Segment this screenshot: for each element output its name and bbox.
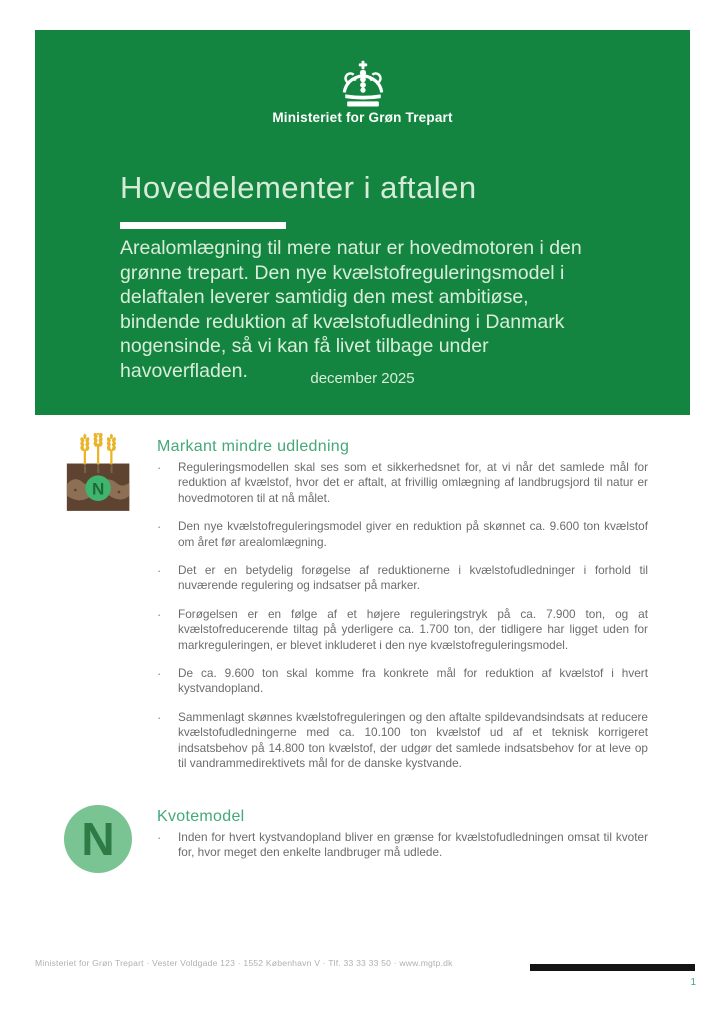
list-item [157, 460, 648, 506]
bullet-text: De ca. 9.600 ton skal komme fra konkrete mål for reduktion af kvælstof i hvert kystvandopland. [178, 666, 648, 696]
bullet-marker: · [157, 709, 162, 725]
title-underline [120, 222, 286, 229]
list-item [157, 519, 648, 550]
bullet-text: Forøgelsen er en følge af et højere reguleringstryk på ca. 7.900 ton, og at kvælstofreducerende tiltag på yderligere ca. 1.700 ton, der tidligere har ligget uden for markreguleringen, er blevet inkluderet i den nye kvælstofreguleringsmodel. [178, 606, 648, 652]
page-title: Hovedelementer i aftalen [120, 170, 477, 205]
bullet-text: Sammenlagt skønnes kvælstofreguleringen og den aftalte spildevandsindsats at reducere kvælstofudledningerne med ca. 10.100 ton kvælstof ud af et teknisk korrigeret indsatsbehov på 14.800 ton kvælstof, der udgør det samlede indsatsbehov for at leve op til vandrammedirektivets mål for de danske kystvande. [178, 709, 648, 771]
bullet-text: Inden for hvert kystvandopland bliver en grænse for kvælstofudledningen omsat til kvoter for, hvor meget den enkelte landbruger må udlede. [178, 830, 648, 860]
ministry-name: Ministeriet for Grøn Trepart [272, 110, 453, 125]
bullet-list-kvotemodel [157, 830, 648, 874]
section-heading-udledning: Markant mindre udledning [157, 438, 350, 455]
nitrogen-circle-icon [62, 803, 134, 880]
nitrogen-letter-large: N [81, 813, 115, 865]
bullet-marker: · [157, 666, 162, 682]
list-item [157, 830, 648, 861]
bullet-text: Det er en betydelig forøgelse af reduktionerne i kvælstofudledninger i forhold til nuværende regulering og indsatser på marker. [178, 563, 648, 593]
bullet-text: Reguleringsmodellen skal ses som et sikkerhedsnet for, at vi når det samlede mål for reduktion af kvælstof, hvor det er aftalt, at frivillig omlægning af landbrugsjord til natur er hovedmotoren til at nå målet. [178, 460, 648, 505]
intro-paragraph: Arealomlægning til mere natur er hovedmotoren i den grønne trepart. Den nye kvælstofreguleringsmodel i delaftalen leverer samtidig den mest ambitiøse, bindende reduktion af kvælstofudledning i Danmark nogensinde, så vi kan få livet tilbage under havoverfladen. [120, 237, 582, 382]
bullet-marker: · [157, 830, 162, 845]
bullet-marker: · [157, 460, 162, 475]
nitrogen-letter-small: N [91, 479, 105, 499]
list-item [157, 666, 648, 697]
list-item [157, 710, 648, 772]
crown-logo-icon [335, 60, 391, 115]
bullet-marker: · [157, 563, 162, 579]
list-item [157, 563, 648, 594]
header-banner [35, 30, 690, 415]
footer-black-bar [530, 964, 695, 971]
bullet-text: Den nye kvælstofreguleringsmodel giver en reduktion på skønnet ca. 9.600 ton kvælstof om året før arealomlægning. [178, 519, 648, 549]
bullet-list-udledning [157, 460, 648, 785]
document-date: december 2025 [310, 370, 415, 387]
section-heading-kvotemodel: Kvotemodel [157, 808, 245, 825]
wheat-soil-nitrogen-icon [64, 433, 136, 518]
bullet-marker: · [157, 519, 162, 535]
list-item [157, 607, 648, 653]
bullet-marker: · [157, 606, 162, 622]
footer-contact-line: Ministeriet for Grøn Trepart · Vester Voldgade 123 · 1552 København V · Tlf. 33 33 33 50 · www.mgtp.dk [35, 958, 453, 968]
page-number: 1 [690, 977, 696, 988]
